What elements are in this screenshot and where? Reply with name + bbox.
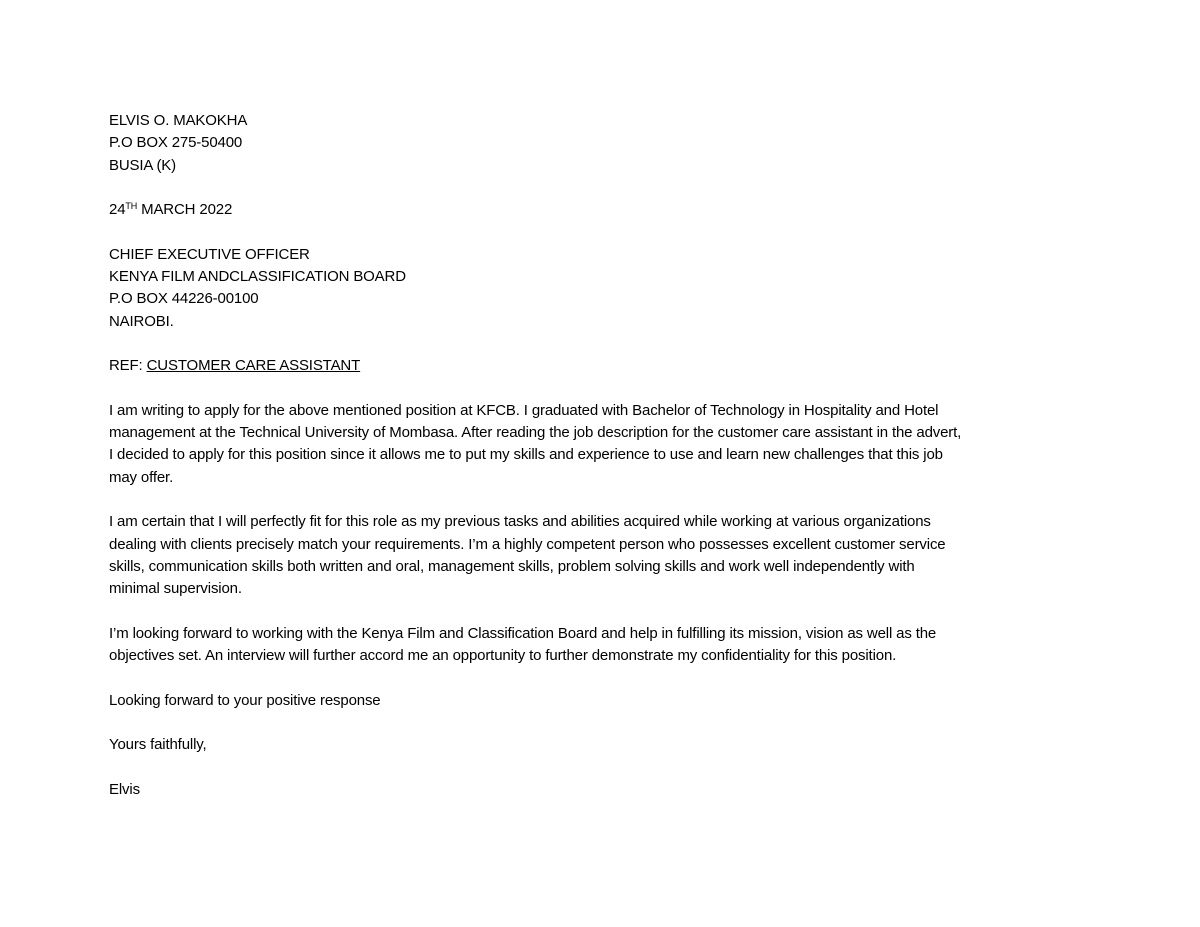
body-paragraph-2-line: minimal supervision. (109, 580, 242, 598)
body-paragraph-2-line: I am certain that I will perfectly fit for this role as my previous tasks and abilities acquired while working at various organizations (109, 513, 931, 531)
body-paragraph-2-line: dealing with clients precisely match your requirements. I’m a highly competent person who possesses excellent customer service (109, 535, 946, 553)
recipient-box: P.O BOX 44226-00100 (109, 290, 259, 308)
reference-subject: CUSTOMER CARE ASSISTANT (146, 357, 361, 375)
body-paragraph-1-line: may offer. (109, 468, 174, 486)
body-paragraph-3-line: objectives set. An interview will further accord me an opportunity to further demonstrate my confidentiality for this position. (109, 647, 897, 665)
body-paragraph-2-line: skills, communication skills both written and oral, management skills, problem solving skills and work well independently with (109, 557, 915, 575)
sender-town: BUSIA (K) (109, 156, 176, 174)
sender-name: ELVIS O. MAKOKHA (109, 112, 248, 129)
signature-name: Elvis (109, 780, 140, 798)
closing-salutation: Yours faithfully, (109, 736, 207, 754)
date-rest: MARCH 2022 (137, 201, 233, 219)
sender-box: P.O BOX 275-50400 (109, 134, 243, 152)
recipient-org: KENYA FILM ANDCLASSIFICATION BOARD (109, 268, 406, 286)
body-paragraph-4: Looking forward to your positive response (109, 691, 381, 709)
date-day: 24 (109, 201, 126, 219)
body-paragraph-1-line: I am writing to apply for the above mentioned position at KFCB. I graduated with Bachelor of Technology in Hospitality and Hotel (109, 401, 939, 419)
reference-line (109, 355, 1099, 377)
body-paragraph-1-line: management at the Technical University of Mombasa. After reading the job description for the customer care assistant in the advert, (109, 424, 962, 442)
recipient-town: NAIROBI. (109, 312, 174, 330)
body-paragraph-1-line: I decided to apply for this position since it allows me to put my skills and experience to use and learn new challenges that this job (109, 446, 943, 464)
date-suffix: TH (125, 201, 138, 212)
reference-prefix: REF: (109, 357, 147, 375)
letter-page (109, 110, 1099, 801)
recipient-title: CHIEF EXECUTIVE OFFICER (109, 245, 310, 263)
body-paragraph-3-line: I’m looking forward to working with the Kenya Film and Classification Board and help in fulfilling its mission, vision as well as the (109, 624, 937, 642)
letter-date (109, 199, 1099, 221)
